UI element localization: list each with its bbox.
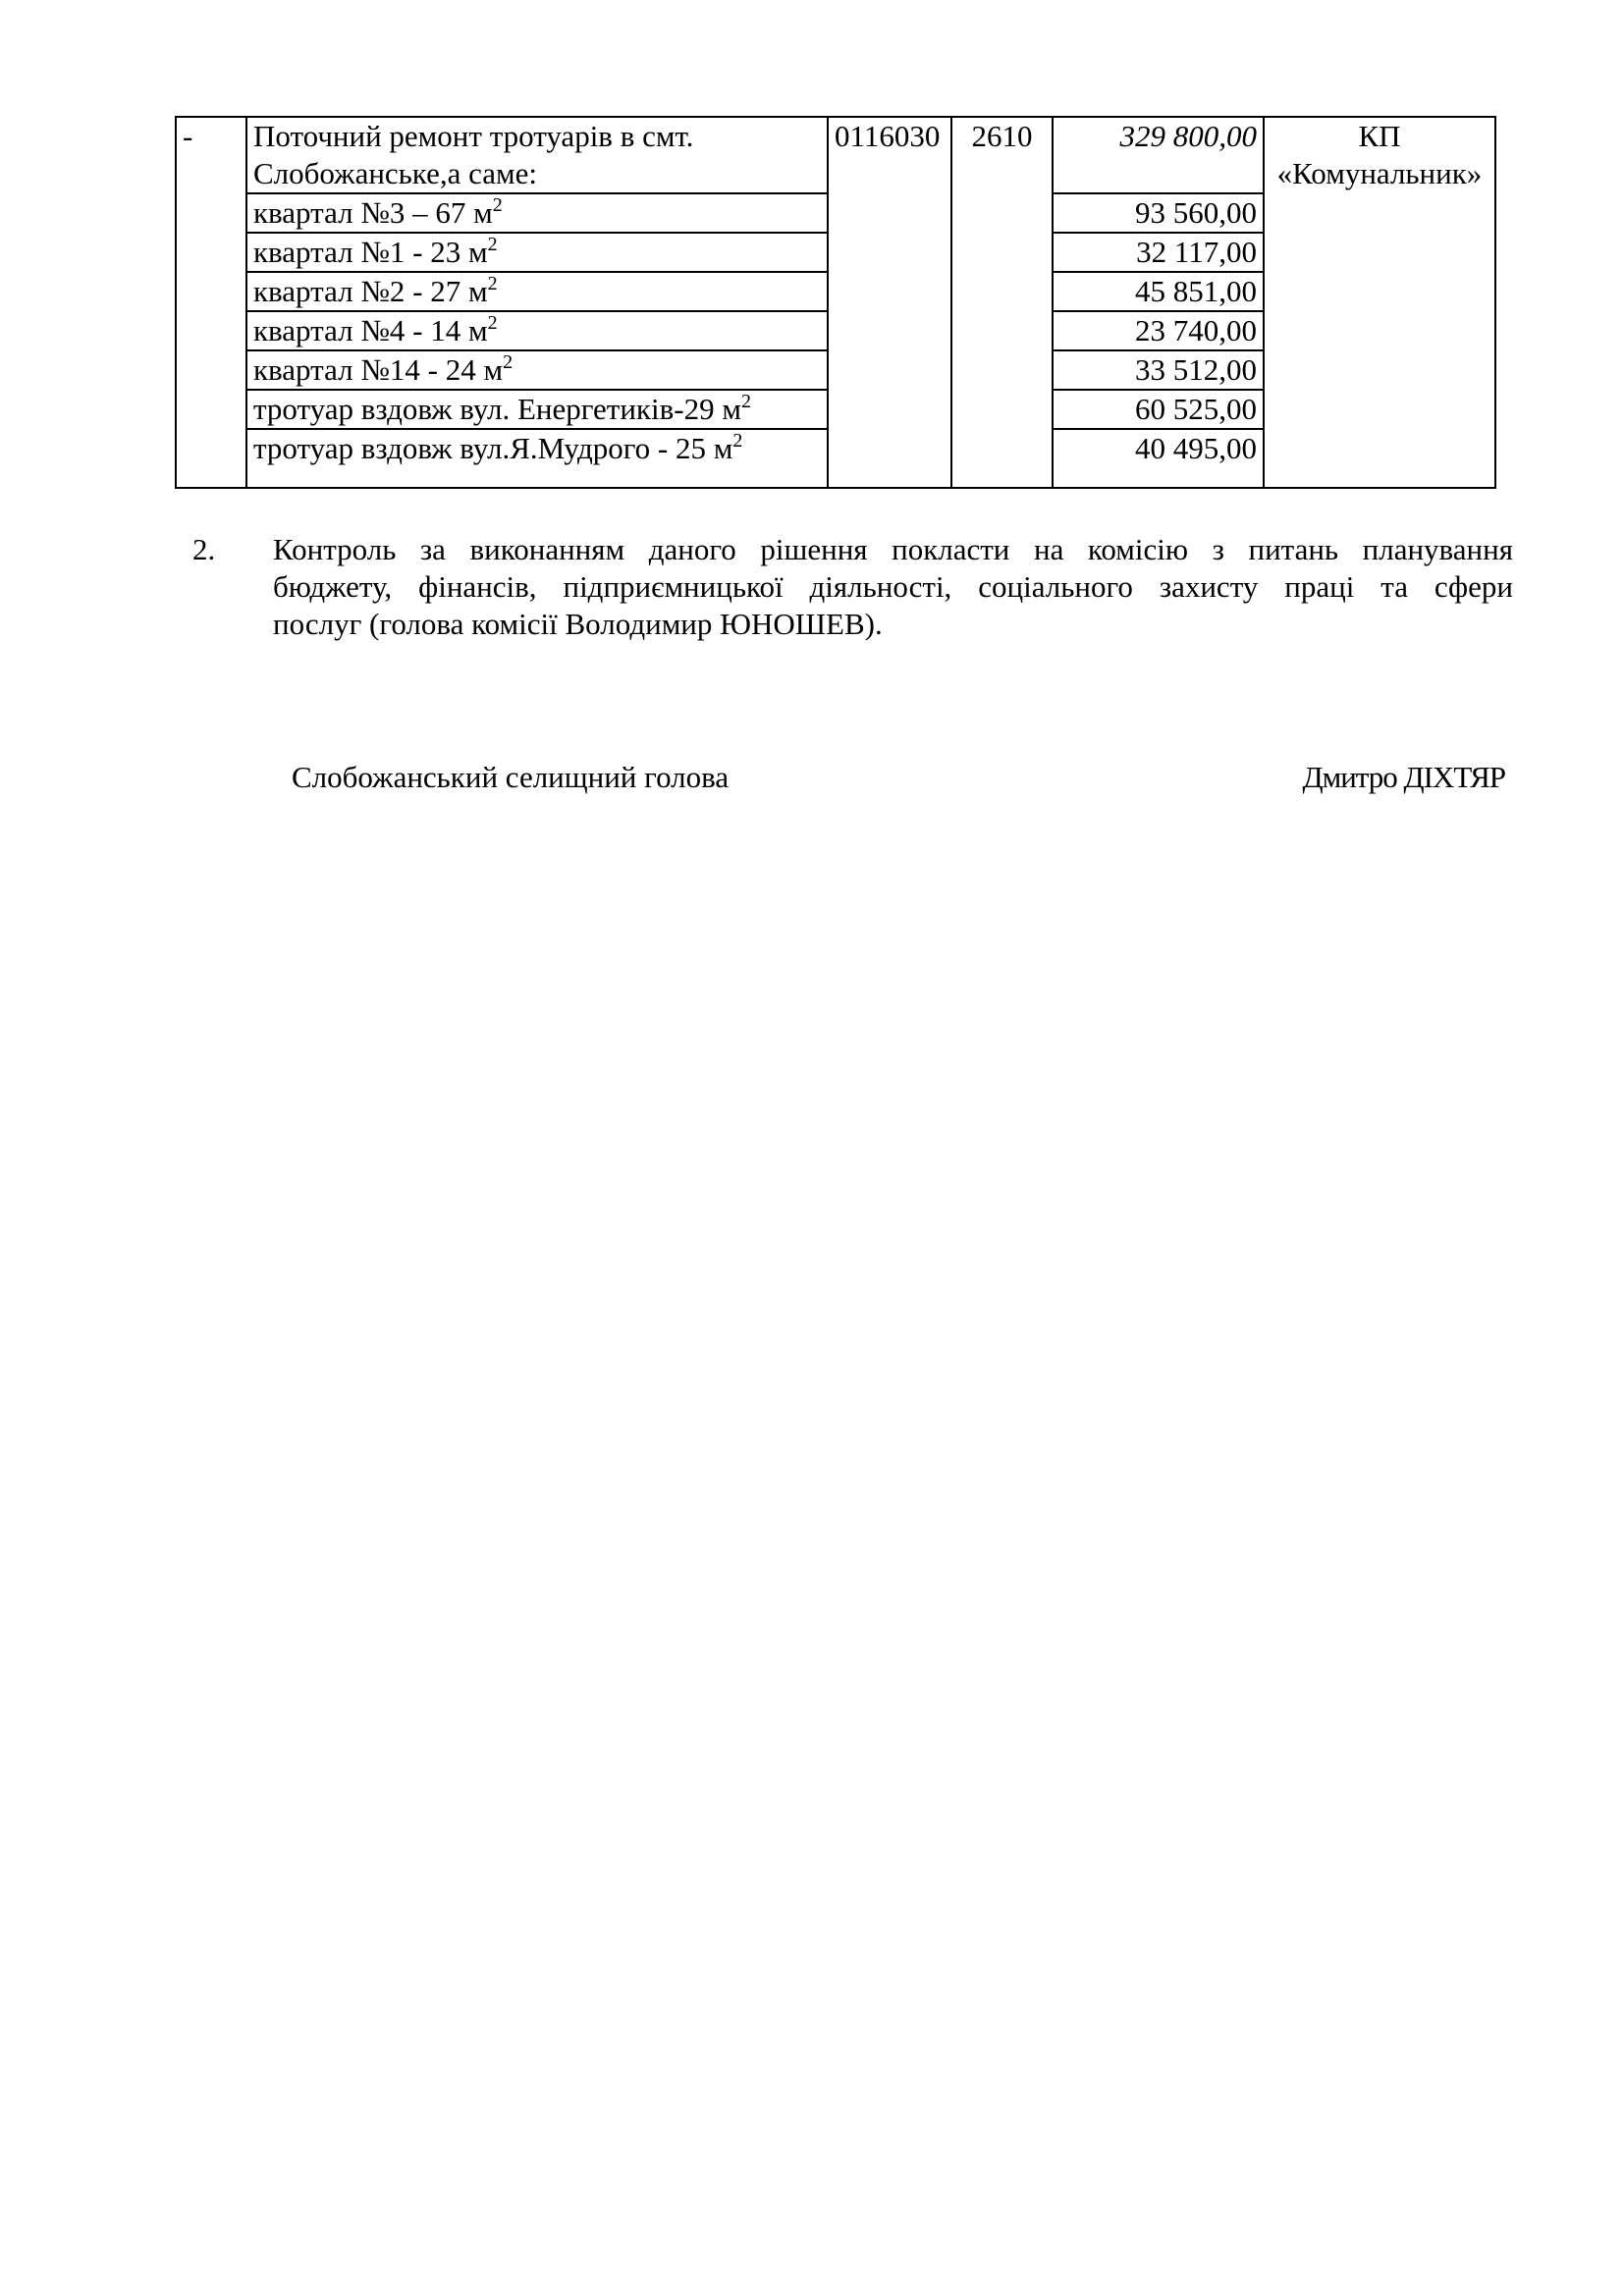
kekv-code: 2610 — [951, 117, 1053, 488]
row-amount: 93 560,00 — [1053, 193, 1264, 233]
row-name: квартал №4 - 14 $м^2$ — [246, 311, 828, 350]
unit-power: 2 — [503, 351, 514, 373]
executor-line1: КП — [1358, 119, 1401, 153]
unit-power: 2 — [732, 430, 743, 452]
row-name: квартал №1 - 23 $м^2$ — [246, 233, 828, 272]
unit-power: 2 — [740, 391, 751, 412]
row-amount: 60 525,00 — [1053, 390, 1264, 429]
program-code: 0116030 — [828, 117, 951, 488]
unit-power: 2 — [487, 312, 498, 334]
row-amount: 45 851,00 — [1053, 272, 1264, 311]
item-number: 2. — [192, 532, 216, 566]
item-text-line1: Контроль за виконанням даного рішення покласти на комісію з питань планування — [273, 532, 1513, 566]
unit: м — [467, 313, 488, 347]
work-title — [246, 117, 828, 193]
item-text-line2: бюджету, фінансів, підприємницької діяльності, соціального захисту праці та сфери — [273, 569, 1513, 604]
works-table — [175, 116, 1496, 489]
row-name: квартал №3 – 67 $м^2$ — [246, 193, 828, 233]
signatory-name: Дмитро ДІХТЯР — [1302, 760, 1505, 794]
unit-power: 2 — [492, 194, 503, 216]
executor-line2: «Комунальник» — [1276, 156, 1483, 190]
unit-power: 2 — [487, 273, 498, 294]
signatory-title: Слобожанський селищний голова — [292, 760, 730, 794]
item-text — [273, 531, 1513, 643]
unit: м — [467, 235, 488, 269]
row-name: тротуар вздовж вул. Енергетиків-29 $м^2$ — [246, 390, 828, 429]
unit-power: 2 — [487, 234, 498, 255]
work-title-line1: Поточний ремонт тротуарів в смт. — [253, 119, 694, 153]
table-row — [176, 117, 1495, 193]
unit: м — [473, 195, 493, 230]
executor — [1264, 117, 1495, 488]
row-amount: 32 117,00 — [1053, 233, 1264, 272]
row-name: квартал №14 - 24 $м^2$ — [246, 350, 828, 390]
row-name: тротуар вздовж вул.Я.Мудрого - 25 $м^2$ — [246, 429, 828, 488]
row-amount: 40 495,00 — [1053, 429, 1264, 488]
row-name: квартал №2 - 27 $м^2$ — [246, 272, 828, 311]
unit: м — [467, 274, 488, 308]
item-text-line3: послуг (голова комісії Володимир ЮНОШЕВ). — [273, 607, 883, 641]
row-amount: 23 740,00 — [1053, 311, 1264, 350]
work-title-line2: Слобожанське,а саме: — [253, 156, 538, 190]
unit: м — [722, 392, 741, 426]
total-amount: 329 800,00 — [1053, 117, 1264, 193]
unit: м — [483, 352, 504, 387]
row-marker: - — [176, 117, 246, 488]
row-amount: 33 512,00 — [1053, 350, 1264, 390]
unit: м — [713, 431, 733, 465]
